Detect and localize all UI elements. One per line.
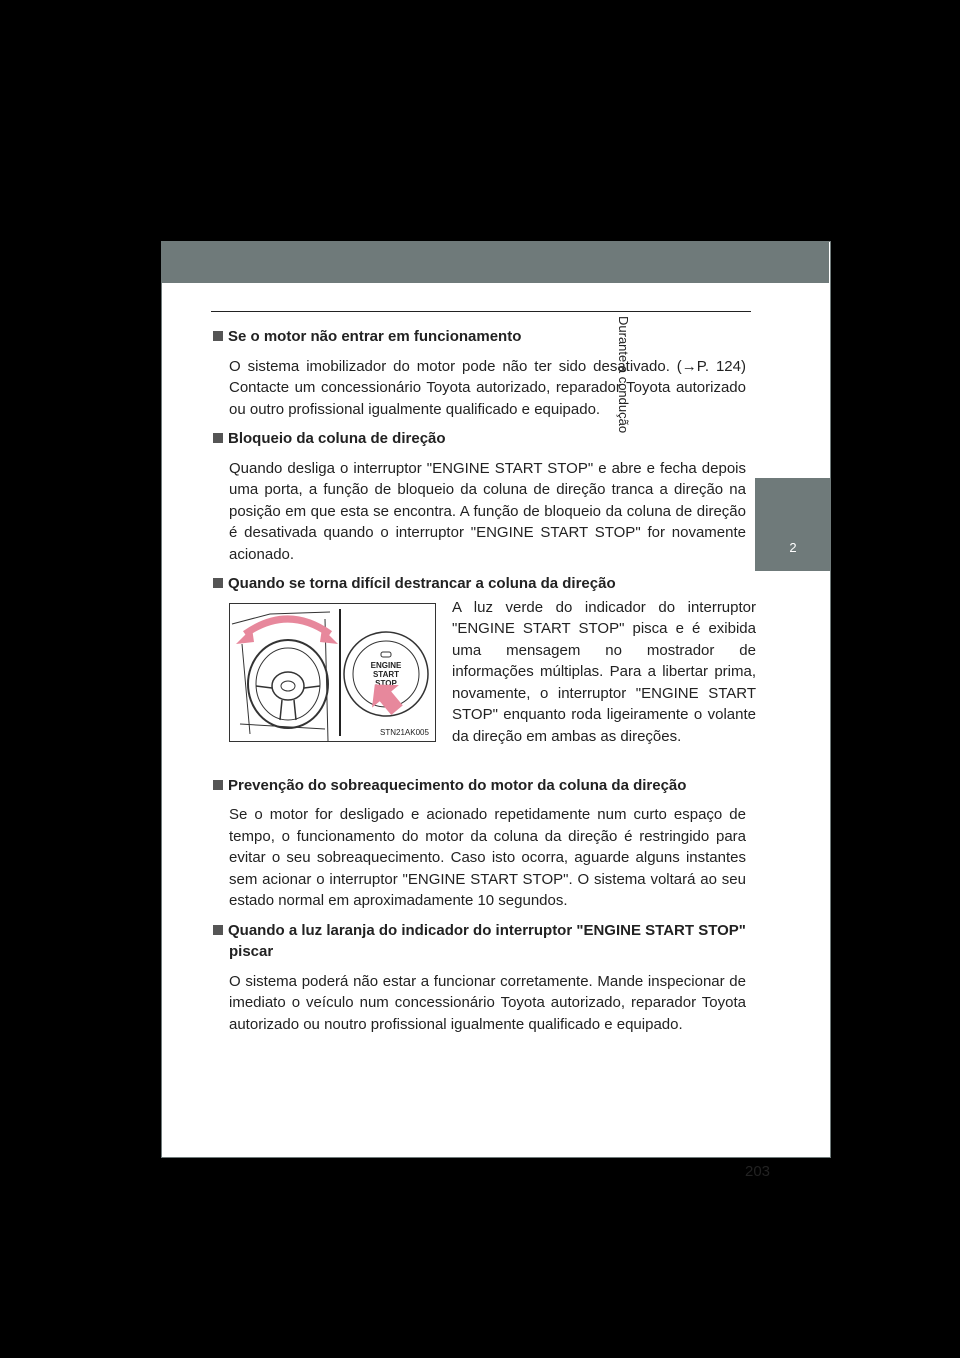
section-body: O sistema poderá não estar a funcionar corretamente. Mande inspecionar de imediato o veículo num concessionário Toyota autorizado, reparador Toyota autorizado ou noutro profissional igualmente qualificado e equipado. — [229, 972, 746, 1033]
section-heading: Quando a luz laranja do indicador do interruptor "ENGINE START STOP" piscar — [213, 920, 746, 963]
button-label-line: STOP — [375, 678, 397, 688]
page-border — [161, 241, 831, 1158]
figure-code: STN21AK005 — [380, 727, 429, 737]
section-body: Quando desliga o interruptor "ENGINE START STOP" e abre e fecha depois uma porta, a função de bloqueio da coluna de direção tranca a direção na posição em que esta se encontra. A função de bloqueio da coluna de direção é desativada quando o interruptor "ENGINE START STOP" for novamente acionado. — [229, 459, 746, 563]
section-body: O sistema imobilizador do motor pode não ter sido desativado. (→P. 124) Contacte um concessionário Toyota autorizado, reparador Toyota autorizado ou outro profissional igualmente qualificado e equipado. — [229, 357, 746, 418]
section-heading: Bloqueio da coluna de direção — [213, 428, 746, 450]
chapter-number: 2 — [789, 540, 797, 555]
section-heading: Quando se torna difícil destrancar a coluna da direção — [213, 573, 746, 595]
page-number: 203 — [745, 1163, 771, 1180]
figure-caption: A luz verde do indicador do interruptor "ENGINE START STOP" pisca e é exibida uma mensagem no mostrador de informações múltiplas. Para a libertar prima, novamente, o interruptor "ENGINE START STOP" enquanto roda ligeiramente o volante da direção em ambas as direções. — [452, 598, 756, 745]
section-heading: Se o motor não entrar em funcionamento — [213, 326, 746, 348]
section-heading: Prevenção do sobreaquecimento do motor da coluna da direção — [213, 775, 746, 797]
chapter-label: Durante a condução — [616, 316, 631, 434]
button-label-line: ENGINE — [370, 660, 402, 670]
button-label-line: START — [372, 669, 400, 679]
section-body: Se o motor for desligado e acionado repetidamente num curto espaço de tempo, o funcionamento do motor da coluna da direção é restringido para evitar o seu sobreaquecimento. Caso isto ocorra, aguarde alguns instantes sem acionar o interruptor "ENGINE START STOP". O sistema voltará ao seu estado normal em aproximadamente 10 segundos. — [229, 806, 746, 909]
